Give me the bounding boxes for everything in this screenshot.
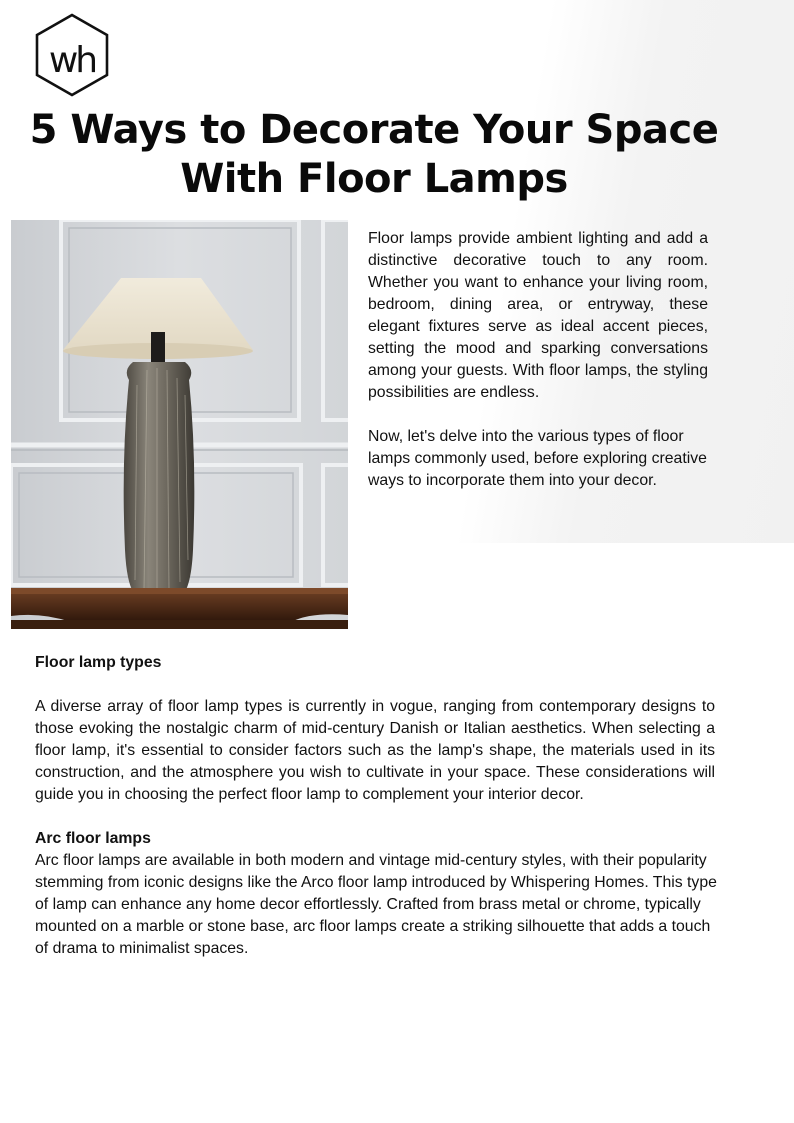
article-body <box>35 652 727 960</box>
floor-lamp-photo-icon <box>11 220 348 629</box>
floor-lamp-types-paragraph: A diverse array of floor lamp types is currently in vogue, ranging from contemporary designs to those evoking the nostalgic charm of mid-century Danish or Italian aesthetics. When selecting a floor lamp, it's essential to consider factors such as the lamp's shape, the materials used in its construction, and the atmosphere you wish to cultivate in your space. These considerations will guide you in choosing the perfect floor lamp to complement your interior decor. <box>35 698 715 803</box>
hexagon-logo-icon <box>34 13 110 97</box>
page-title <box>0 106 748 204</box>
title-line-2: With Floor Lamps <box>180 156 568 202</box>
floor-lamp-types-heading: Floor lamp types <box>35 654 162 671</box>
intro-paragraph-2: Now, let's delve into the various types of floor lamps commonly used, before exploring creative ways to incorporate them into your decor. <box>368 428 707 489</box>
logo-text: wh <box>48 40 96 81</box>
intro-paragraph-1: Floor lamps provide ambient lighting and add a distinctive decorative touch to any room. Whether you want to enhance your living room, bedroom, dining area, or entryway, these elegant fixtures serve as ideal accent pieces, setting the mood and sparking conversations among your guests. With floor lamps, the styling possibilities are endless. <box>368 230 708 401</box>
title-line-1: 5 Ways to Decorate Your Space <box>29 107 719 153</box>
arc-floor-lamps-paragraph: Arc floor lamps are available in both modern and vintage mid-century styles, with their popularity stemming from iconic designs like the Arco floor lamp introduced by Whispering Homes. This type of lamp can enhance any home decor effortlessly. Crafted from brass metal or chrome, typically mounted on a marble or stone base, arc floor lamps create a striking silhouette that adds a touch of drama to minimalist spaces. <box>35 852 717 957</box>
intro-text <box>368 228 708 492</box>
arc-floor-lamps-heading: Arc floor lamps <box>35 830 151 847</box>
